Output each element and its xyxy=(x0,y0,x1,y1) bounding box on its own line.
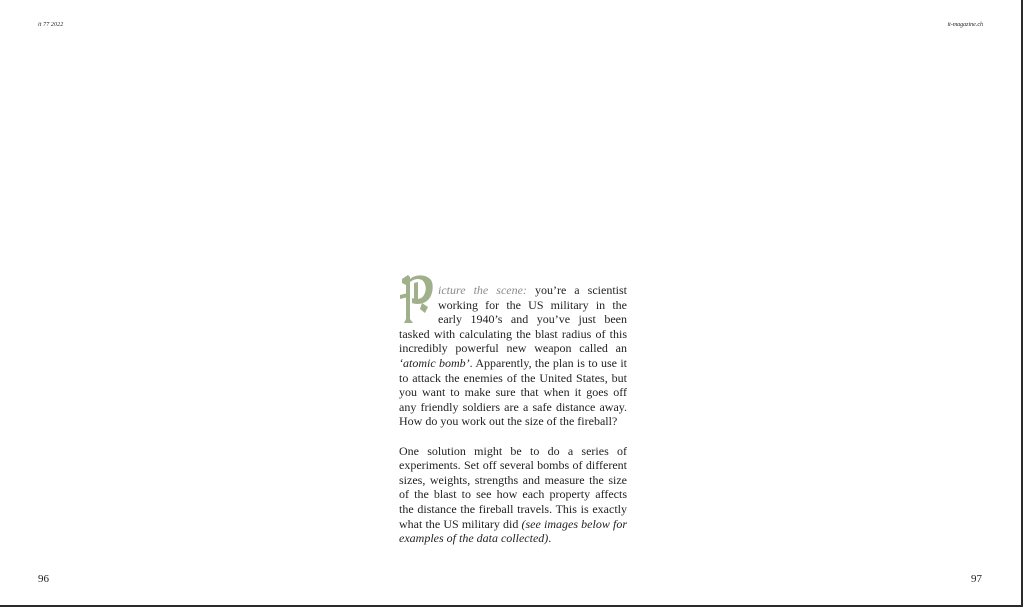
paragraph-2 xyxy=(399,444,627,546)
page-number-left: 96 xyxy=(38,573,49,585)
page-number-right: 97 xyxy=(971,573,982,585)
paragraph-1 xyxy=(399,283,627,429)
paragraph-1-text-b: . Apparently, the plan is to use it to attack the enemies of the United States, but you want to make sure that when it goes off any friendly soldiers are a safe distance away. How do you work out the size of the fireball? xyxy=(399,355,627,429)
paragraph-1-text-a: you’re a scientist working for the US military in the early 1940’s and you’ve just been tasked with calculating the blast radius of this incredibly powerful new weapon called an xyxy=(399,283,627,356)
lead-in-text: icture the scene: xyxy=(438,283,527,297)
website-label: it-magazine.ch xyxy=(947,22,983,28)
article-body xyxy=(399,283,627,546)
see-images-note: (see images below for examples of the data collected) xyxy=(399,516,628,546)
paragraph-2-text-b: . xyxy=(548,531,552,546)
atomic-bomb-term: ‘atomic bomb’ xyxy=(399,355,470,370)
dropcap-p xyxy=(398,273,434,325)
paragraph-2-text-a: One solution might be to do a series of experiments. Set off several bombs of different sizes, weights, strengths and measure the size of the blast to see how each property affects the distance the fireball travels. This is exactly what the US military did xyxy=(399,443,627,531)
blackletter-p-icon xyxy=(398,273,434,325)
issue-label: it 77 2022 xyxy=(38,22,64,28)
